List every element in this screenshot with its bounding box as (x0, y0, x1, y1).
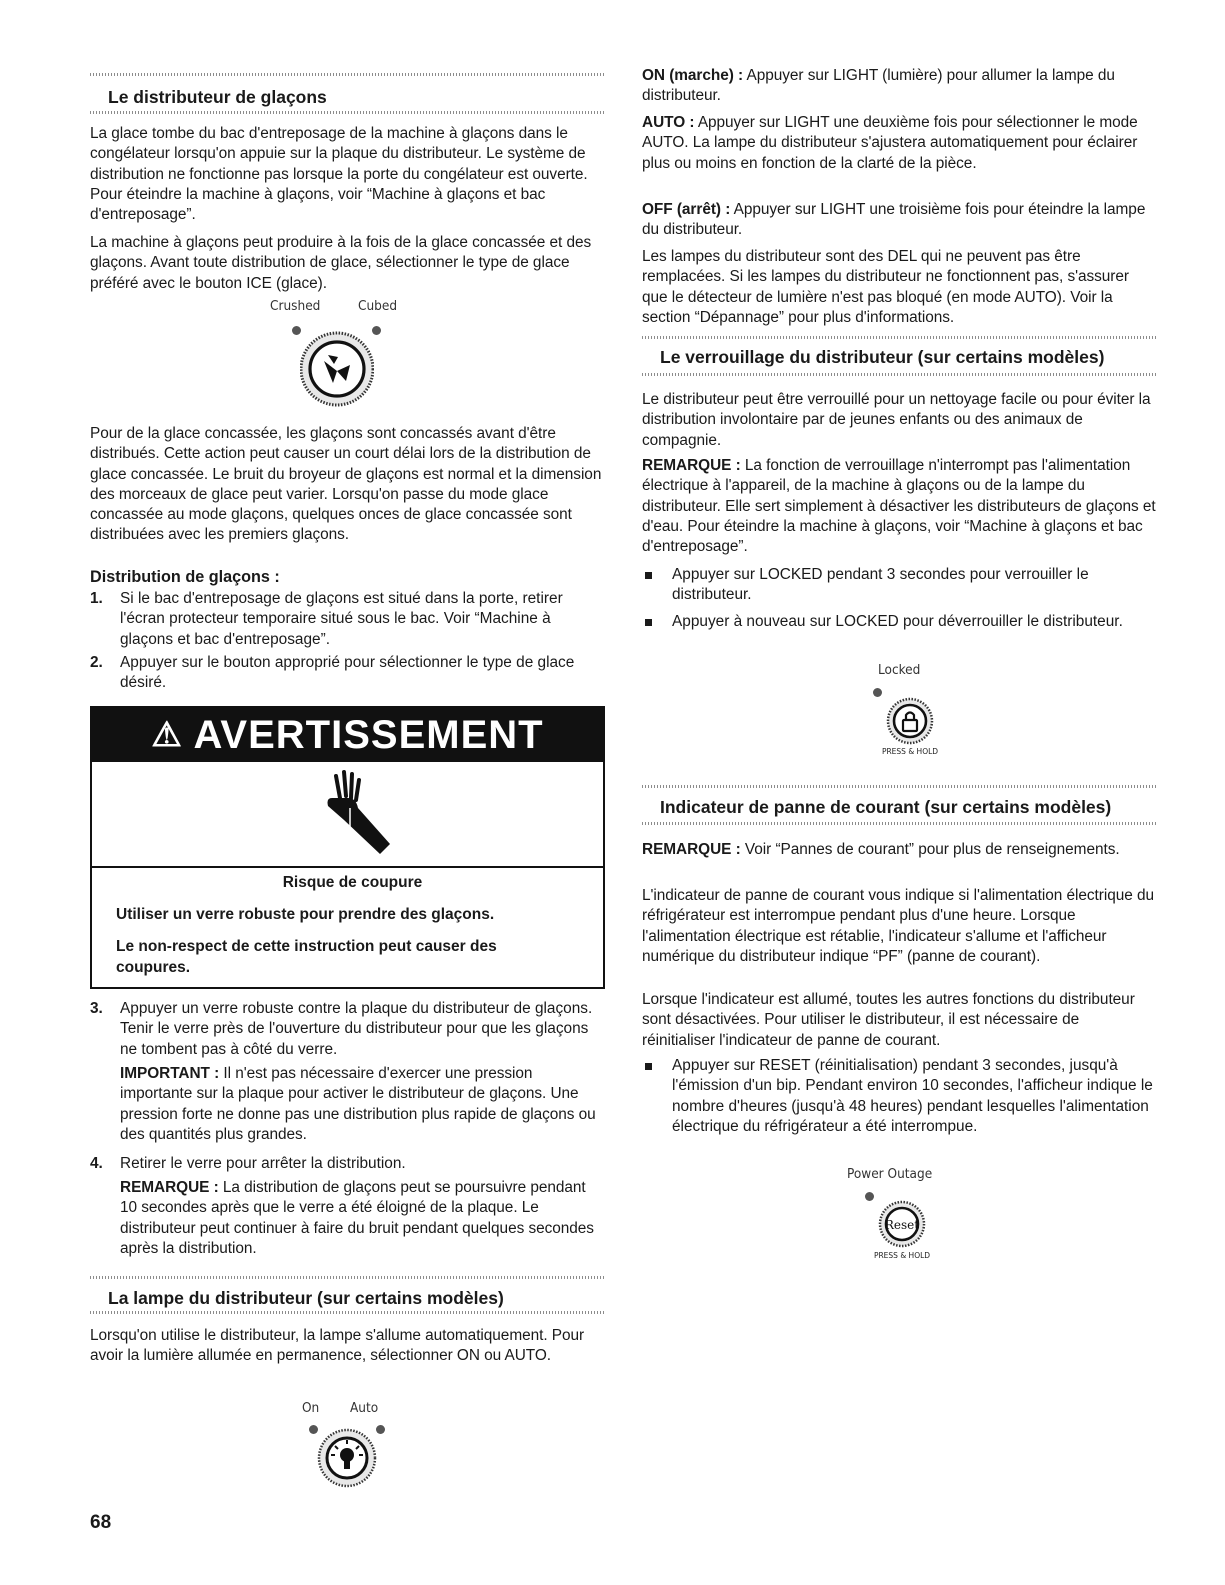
lock-remarque-label: REMARQUE : (642, 457, 741, 474)
lamp-auto-mode (642, 113, 1156, 174)
on-label: On (302, 1400, 320, 1416)
step-number: 2. (90, 654, 103, 671)
step-number: 4. (90, 1155, 103, 1172)
power-para2: Lorsque l'indicateur est allumé, toutes les autres fonctions du distributeur sont désactivées. Pour utiliser le distributeur, il est nécessaire de réinitialiser l'indicateur de panne de courant. (642, 991, 1135, 1049)
step-number: 3. (90, 1000, 103, 1017)
remarque-label: REMARQUE : (120, 1179, 219, 1196)
warning-title: AVERTISSEMENT (193, 713, 544, 757)
cut-hand-icon (314, 768, 394, 858)
lock-para1: Le distributeur peut être verrouillé pour un nettoyage facile ou pour éviter la distribution involontaire par de jeunes enfants ou des animaux de compagnie. (642, 391, 1151, 449)
lock-remarque-text: La fonction de verrouillage n'interrompt pas l'alimentation électrique à l'appareil, de la machine à glaçons ou de la lampe du distributeur. Elle sert simplement à désactiver les distributeurs de glaçons et d'eau. Pour éteindre la machine à glaçons, voir “Machine à glaçons et bac d'entreposage”. (642, 457, 1156, 556)
bullet-marker (645, 1063, 652, 1070)
warning-line2: Le non-respect de cette instruction peut causer des coupures. (116, 938, 497, 976)
step-2 (90, 653, 605, 694)
step-number: 1. (90, 590, 103, 607)
warning-header (92, 708, 603, 762)
on-mode-label: ON (marche) : (642, 67, 744, 84)
step-text: Si le bac d'entreposage de glaçons est situé dans la porte, retirer l'écran protecteur temporaire situé sous le bac. Voir “Machine à glaçons et bac d'entreposage”. (120, 590, 563, 648)
page-number: 68 (90, 1512, 112, 1533)
power-remarque-text: Voir “Pannes de courant” pour plus de renseignements. (740, 841, 1120, 858)
lock-bullet-1 (642, 565, 1156, 606)
dispensing-subtitle: Distribution de glaçons : (90, 568, 280, 586)
auto-mode-label: AUTO : (642, 114, 695, 131)
auto-label: Auto (350, 1400, 379, 1416)
bullet-text: Appuyer à nouveau sur LOCKED pour déverrouiller le distributeur. (672, 613, 1123, 630)
lamp-on-mode (642, 66, 1156, 107)
step-3 (90, 999, 605, 1060)
lock-icon[interactable] (878, 694, 942, 758)
lamp-title: La lampe du distributeur (sur certains modèles) (108, 1288, 504, 1308)
step-text: Retirer le verre pour arrêter la distribution. (120, 1155, 406, 1172)
auto-mode-text: Appuyer sur LIGHT une deuxième fois pour sélectionner le mode AUTO. La lampe du distributeur s'ajustera automatiquement pour éclairer plus ou moins en fonction de la clarté de la pièce. (642, 114, 1138, 172)
step-1 (90, 589, 605, 650)
lamp-off-mode (642, 200, 1156, 241)
cubed-label: Cubed (358, 298, 398, 314)
reset-text: Reset (884, 1218, 920, 1232)
ice-dispenser-para3: Pour de la glace concassée, les glaçons sont concassés avant d'être distribués. Cette action peut causer un court délai lors de la distribution de glace concassée. Le bruit du broyeur de glaçons est normal et la dimension des morceaux de glace peut varier. Lorsqu'on passe du mode glace concassée au mode glaçons, quelques onces de glace concassée sont distribuées avec les premiers glaçons. (90, 425, 602, 544)
divider (642, 373, 1156, 376)
remarque-text: La distribution de glaçons peut se poursuivre pendant 10 secondes après que le verre a été éloigné de la plaque. Le distributeur peut continuer à faire du bruit pendant quelques secondes après la distribution. (120, 1179, 594, 1257)
step-text: Appuyer sur le bouton approprié pour sélectionner le type de glace désiré. (120, 654, 575, 692)
crushed-label: Crushed (270, 298, 321, 314)
press-hold-text: PRESS & HOLD (873, 1251, 931, 1260)
warning-triangle-icon: ⚠ (151, 716, 183, 754)
light-button-control (290, 1400, 410, 1485)
divider (90, 73, 605, 76)
power-remarque (642, 840, 1156, 860)
on-mode-text: Appuyer sur LIGHT (lumière) pour allumer la lampe du distributeur. (642, 67, 1115, 105)
power-outage-label: Power Outage (847, 1166, 933, 1182)
important-label: IMPORTANT : (120, 1065, 220, 1082)
ice-dispenser-para2: La machine à glaçons peut produire à la fois de la glace concassée et des glaçons. Avant toute distribution de glace, sélectionner le type de glace préféré avec le bouton ICE (glace). (90, 234, 592, 292)
divider (642, 785, 1156, 788)
divider (90, 1311, 605, 1314)
reset-icon[interactable] (869, 1196, 935, 1262)
bullet-marker (645, 572, 652, 579)
important-note (120, 1064, 605, 1145)
lock-title: Le verrouillage du distributeur (sur certains modèles) (660, 347, 1105, 367)
power-bullet-1 (642, 1056, 1156, 1137)
divider (642, 336, 1156, 339)
divider (90, 111, 605, 114)
warning-image-area (92, 762, 603, 868)
power-remarque-label: REMARQUE : (642, 841, 741, 858)
bullet-marker (645, 619, 652, 626)
bullet-text: Appuyer sur LOCKED pendant 3 secondes pour verrouiller le distributeur. (672, 566, 1089, 604)
important-text: Il n'est pas nécessaire d'exercer une pression importante sur la plaque pour activer le distributeur de glaçons. Une pression forte ne donne pas une distribution plus rapide de glaçons ou des quantités plus grandes. (120, 1065, 596, 1143)
off-mode-label: OFF (arrêt) : (642, 201, 731, 218)
lock-button-control (864, 662, 964, 762)
warning-line1: Utiliser un verre robuste pour prendre des glaçons. (116, 906, 495, 923)
lock-remarque (642, 456, 1156, 557)
lamp-para1: Lorsqu'on utilise le distributeur, la lampe s'allume automatiquement. Pour avoir la lumière allumée en permanence, sélectionner ON ou AUTO. (90, 1327, 585, 1365)
warning-risk: Risque de coupure (282, 874, 423, 891)
ice-dispenser-title: Le distributeur de glaçons (108, 87, 327, 107)
step-4 (90, 1154, 605, 1174)
warning-box (90, 706, 605, 989)
power-title: Indicateur de panne de courant (sur certains modèles) (660, 797, 1112, 817)
ice-button-icon[interactable] (300, 331, 374, 407)
reset-button-control (847, 1166, 967, 1266)
lock-bullet-2 (642, 612, 1156, 632)
power-para1: L'indicateur de panne de courant vous indique si l'alimentation électrique du réfrigérateur est interrompue pendant plus d'une heure. Lorsque l'alimentation électrique est rétablie, l'indicateur s'allume et l'afficheur numérique du distributeur indique “PF” (panne de courant). (642, 887, 1154, 965)
press-hold-text: PRESS & HOLD (881, 747, 939, 756)
lamp-led-para: Les lampes du distributeur sont des DEL qui ne peuvent pas être remplacées. Si les lampes du distributeur ne fonctionnent pas, s'assurer que le détecteur de lumière n'est pas bloqué (en mode AUTO). Voir la section “Dépannage” pour plus d'informations. (642, 248, 1129, 326)
step-text: Appuyer un verre robuste contre la plaque du distributeur de glaçons. Tenir le verre près de l'ouverture du distributeur pour que les glaçons ne tombent pas à côté du verre. (120, 1000, 593, 1058)
divider (90, 1276, 605, 1279)
locked-label: Locked (878, 662, 921, 678)
off-mode-text: Appuyer sur LIGHT une troisième fois pour éteindre la lampe du distributeur. (642, 201, 1146, 239)
ice-button-control (258, 298, 438, 418)
warning-text (92, 874, 603, 976)
divider (642, 822, 1156, 825)
remarque-note (120, 1178, 605, 1259)
ice-dispenser-para1: La glace tombe du bac d'entreposage de la machine à glaçons dans le congélateur lorsqu'on appuie sur la plaque du distributeur. Le système de distribution ne fonctionne pas lorsque la porte du congélateur est ouverte. Pour éteindre la machine à glaçons, voir “Machine à glaçons et bac d'entreposage”. (90, 125, 588, 224)
light-bulb-icon[interactable] (316, 1428, 378, 1488)
bullet-text: Appuyer sur RESET (réinitialisation) pendant 3 secondes, jusqu'à l'émission d'un bip. Pendant environ 10 secondes, l'afficheur indique le nombre d'heures (jusqu'à 48 heures) pendant lesquelles l'alimentation électrique du réfrigérateur a été interrompue. (672, 1057, 1153, 1135)
